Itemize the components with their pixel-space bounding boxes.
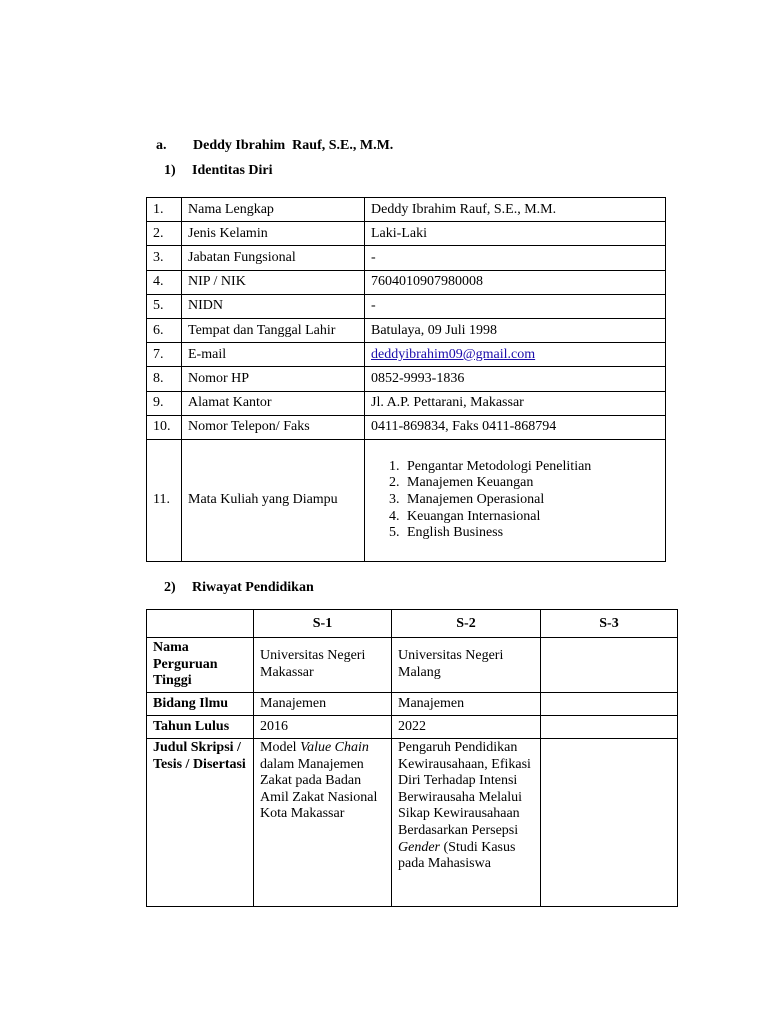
s1-cell: [254, 739, 392, 907]
field-row: [147, 693, 678, 716]
identity-row: [147, 415, 666, 439]
identity-table-body: [147, 198, 666, 562]
row-label: Jabatan Fungsional: [182, 246, 365, 270]
course-list: [371, 459, 659, 542]
university-row: [147, 638, 678, 693]
row-value: 7604010907980008: [365, 270, 666, 294]
row-value: 0411-869834, Faks 0411-868794: [365, 415, 666, 439]
row-label: Mata Kuliah yang Diampu: [182, 439, 365, 561]
row-label: E-mail: [182, 343, 365, 367]
row-label: NIP / NIK: [182, 270, 365, 294]
s2-cell: [392, 739, 541, 907]
row-value: -: [365, 246, 666, 270]
s1-cell: Universitas Negeri Makassar: [254, 638, 392, 693]
row-value: Jl. A.P. Pettarani, Makassar: [365, 391, 666, 415]
row-value: Deddy Ibrahim Rauf, S.E., M.M.: [365, 198, 666, 222]
courses-cell: [365, 439, 666, 561]
s3-cell: [541, 739, 678, 907]
row-label: Tempat dan Tanggal Lahir: [182, 318, 365, 342]
course-item: 1. Pengantar Metodologi Penelitian: [403, 459, 659, 476]
thesis-s2-post: (Studi Kasus pada Mahasiswa: [398, 839, 519, 872]
row-label: Jenis Kelamin: [182, 222, 365, 246]
course-item: 5. English Business: [403, 525, 659, 542]
s2-cell: Universitas Negeri Malang: [392, 638, 541, 693]
identity-row: [147, 318, 666, 342]
s2-cell: 2022: [392, 716, 541, 739]
section-a-title: Deddy Ibrahim Rauf, S.E., M.M.: [193, 138, 394, 153]
column-header-s2: S-2: [392, 610, 541, 638]
row-label: Nama Lengkap: [182, 198, 365, 222]
identity-row: [147, 222, 666, 246]
thesis-s2-italic: Gender: [398, 839, 440, 855]
course-item: 3. Manajemen Operasional: [403, 492, 659, 509]
column-header-s3: S-3: [541, 610, 678, 638]
thesis-s1-post: dalam Manajemen Zakat pada Badan Amil Zakat Nasional Kota Makassar: [260, 740, 381, 822]
row-value: Batulaya, 09 Juli 1998: [365, 318, 666, 342]
row-number: 8.: [147, 367, 182, 391]
thesis-s1-pre: Model: [260, 740, 301, 755]
identity-heading-title: Identitas Diri: [192, 163, 273, 178]
row-number: 11.: [147, 439, 182, 561]
column-header-s1: S-1: [254, 610, 392, 638]
s1-cell: 2016: [254, 716, 392, 739]
education-heading-marker: 2): [164, 580, 176, 595]
row-label: Alamat Kantor: [182, 391, 365, 415]
thesis-s1-italic: Value Chain: [300, 740, 369, 755]
row-value: 0852-9993-1836: [365, 367, 666, 391]
identity-heading-marker: 1): [164, 163, 176, 178]
row-label: Nomor Telepon/ Faks: [182, 415, 365, 439]
course-item: 2. Manajemen Keuangan: [403, 475, 659, 492]
email-link[interactable]: deddyibrahim09@gmail.com: [371, 346, 536, 362]
section-a-heading: [156, 138, 393, 154]
row-value: [365, 343, 666, 367]
row-number: 1.: [147, 198, 182, 222]
identity-table: [146, 197, 666, 562]
row-value: Laki-Laki: [365, 222, 666, 246]
year-row: [147, 716, 678, 739]
identity-row: [147, 391, 666, 415]
row-number: 2.: [147, 222, 182, 246]
row-number: 4.: [147, 270, 182, 294]
identity-row: [147, 343, 666, 367]
identity-row: [147, 246, 666, 270]
s1-cell: Manajemen: [254, 693, 392, 716]
row-label: Nomor HP: [182, 367, 365, 391]
s3-cell: [541, 638, 678, 693]
row-number: 7.: [147, 343, 182, 367]
row-value: -: [365, 294, 666, 318]
s3-cell: [541, 716, 678, 739]
course-item: 4. Keuangan Internasional: [403, 509, 659, 526]
row-number: 9.: [147, 391, 182, 415]
s2-cell: Manajemen: [392, 693, 541, 716]
identity-row: [147, 198, 666, 222]
education-heading: [164, 580, 314, 596]
row-header: Judul Skripsi / Tesis / Disertasi: [147, 739, 254, 907]
identity-row: [147, 270, 666, 294]
column-header-blank: [147, 610, 254, 638]
education-header-row: [147, 610, 678, 638]
row-number: 6.: [147, 318, 182, 342]
education-table: [146, 609, 678, 907]
section-a-marker: a.: [156, 138, 167, 153]
thesis-row: [147, 739, 678, 907]
row-header: Tahun Lulus: [147, 716, 254, 739]
identity-row: [147, 294, 666, 318]
row-number: 5.: [147, 294, 182, 318]
thesis-s2-pre: Pengaruh Pendidikan Kewirausahaan, Efikasi Diri Terhadap Intensi Berwirausaha Melalui Sikap Kewirausahaan Berdasarkan Persepsi: [398, 740, 535, 838]
row-number: 3.: [147, 246, 182, 270]
identity-heading: [164, 163, 273, 179]
row-header: Nama Perguruan Tinggi: [147, 638, 254, 693]
row-number: 10.: [147, 415, 182, 439]
s3-cell: [541, 693, 678, 716]
education-heading-title: Riwayat Pendidikan: [192, 580, 314, 595]
courses-row: [147, 439, 666, 561]
identity-row: [147, 367, 666, 391]
row-label: NIDN: [182, 294, 365, 318]
row-header: Bidang Ilmu: [147, 693, 254, 716]
